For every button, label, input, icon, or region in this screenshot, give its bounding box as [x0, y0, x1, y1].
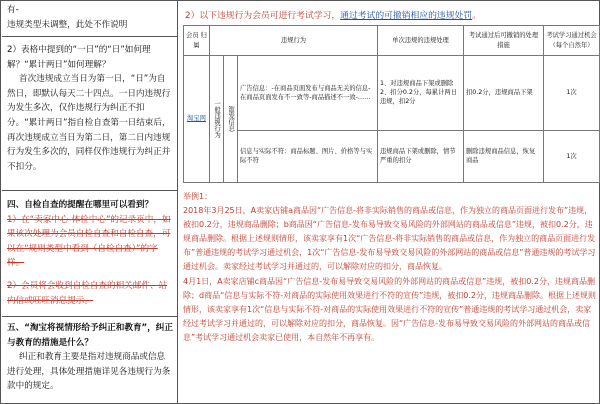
table-row — [184, 130, 600, 182]
exam-rules-table — [183, 25, 600, 183]
cell-revoke-2: 删除违规商品信息，恢复商品 — [464, 130, 544, 182]
header-chance: 考试学习通过机会（每个自然年） — [544, 26, 600, 56]
section-correction — [2, 317, 178, 404]
self-check-title-text: 四、自检自查的提醒在哪里可以看到？ — [7, 200, 154, 210]
example-title: 举例1： — [183, 192, 213, 201]
header-behavior: 违规行为 — [210, 26, 378, 56]
spam-info-label: 滥发信息 — [227, 106, 235, 132]
example-block — [183, 190, 599, 345]
correction-body: 纠正和教育主要是指对违规商品或信息进行处理，具体处理措施详见各违规行为条款中的规定。 — [7, 352, 171, 392]
cell-chance: 1次 — [544, 56, 600, 131]
header-member: 会员 归属 — [184, 26, 210, 56]
section-violation-type — [2, 1, 178, 37]
header-revoke: 考试通过后可撤销的处理措施 — [464, 26, 544, 56]
cell-member — [184, 56, 210, 183]
violation-type-note: 违规类型未调整，此处不作说明 — [7, 19, 128, 30]
self-check-title — [2, 191, 178, 213]
section-day-definition — [2, 37, 178, 191]
header-handling: 单次违规的违规处理 — [378, 26, 464, 56]
cell-behaviors-2: 信息与实际不符：商品标题、图片、价格等与实际不符 — [238, 130, 378, 182]
cell-handling-2: 违规商品下架或删除，情节严重的扣分 — [378, 130, 464, 182]
exam-section-title — [185, 8, 481, 21]
section-self-check — [2, 191, 178, 317]
left-column — [2, 1, 178, 404]
day-question: 2）表格中提到的“一日”的“日”如何理解？“累计两日”如何理解？ — [7, 45, 151, 70]
exam-title-link: 通过考试的可撤销相应的违规处罚 — [340, 11, 473, 21]
violation-type-prefix: 有- — [7, 5, 19, 15]
cell-chance-2: 1次 — [544, 130, 600, 182]
day-answer: 首次违规成立当日为第一日，“日”为自然日，即默认每天二十四点。一日内违规行为发生多次，仅作违规行为纠正不扣分。“累计两日”指自检自查第一日结束后，再次违规成立当日为第二日，第二日内违规行为发生多次的，同样仅作违规行为纠正并不扣分。 — [7, 74, 171, 172]
taobao-link[interactable]: 淘宝网 — [187, 115, 206, 123]
self-check-item-1: 1）在“卖家中心-体检中心”的记录页中，如果该次处理为会员自检自查和自检自查，可以在“规则类型中看到（自检自查）”的字样。 — [7, 214, 171, 269]
example-paragraph-2: 4月1日，A卖家店铺c商品因“广告信息-发布易导致交易风险的外部网站的商品或信息”违规，被扣0.2分，违规商品删除；d商品“信息与实际不符-对商品的实际使用效果进行不符的宣传”违规，被扣0.2分，违规商品删除。根据上述规则情形，该卖家享有1次“信息与实际不符-对商品的实际使用效果进行不符的宣传”普通违规的考试学习通过机会，卖家经过考试学习并通过的，可以解除对应的扣分，商品恢复。因“广告信息-发布易导致交易风险的外部网站的商品或信息”考试学习通过机会卖家已使用，本自然年不再享有。 — [183, 276, 596, 342]
right-column — [179, 1, 600, 404]
general-violation-label: 一般违规行为 — [213, 100, 221, 138]
table-row — [184, 56, 600, 131]
cell-behaviors: 广告信息：-在商品页面发布与商品无关的信息-在商品页面发布不一致等-商品描述不一致-…… — [238, 56, 378, 131]
correction-title: 五、“淘宝将视情形给予纠正和教育”，纠正与教育的措施是什么？ — [7, 323, 173, 348]
exam-title-pre: 2）以下违规行为会员可进行考试学习， — [185, 11, 341, 21]
cell-general-violation — [210, 56, 224, 183]
cell-handling: 1、对违规商品下架或删除 2、扣分0.2分，每累计两日违规，扣2分 — [378, 56, 464, 131]
example-paragraph-1: 2018年3月25日，A卖家店铺a商品因“广告信息-将非实际销售的商品或信息，作为独立的商品页面进行发布”违规，被扣0.2分，违规商品删除；b商品因“广告信息-发布易导致交易风险的外部网站的商品或信息”违规，被扣0.2分，违规商品删除。根据上述规则情形，该卖家享有1次“广告信息-将非实际销售的商品或信息，作为独立的商品页面进行发布”普通违规的考试学习通过机会，1次“广告信息-发布易导致交易风险的外部网站的商品或信息”普通违规的考试学习通过机会。卖家经过考试学习并通过的，可以解除对应的扣分，商品恢复。 — [183, 206, 596, 272]
table-header-row — [184, 26, 600, 56]
exam-title-post: 。 — [472, 11, 481, 21]
cell-spam-info — [224, 56, 238, 183]
self-check-item-2: 2）会员将会收到自检自查的相关邮件、站内信或旺旺消息提示。 — [7, 280, 168, 306]
cell-revoke: 扣0.2分，违规商品下架 — [464, 56, 544, 131]
